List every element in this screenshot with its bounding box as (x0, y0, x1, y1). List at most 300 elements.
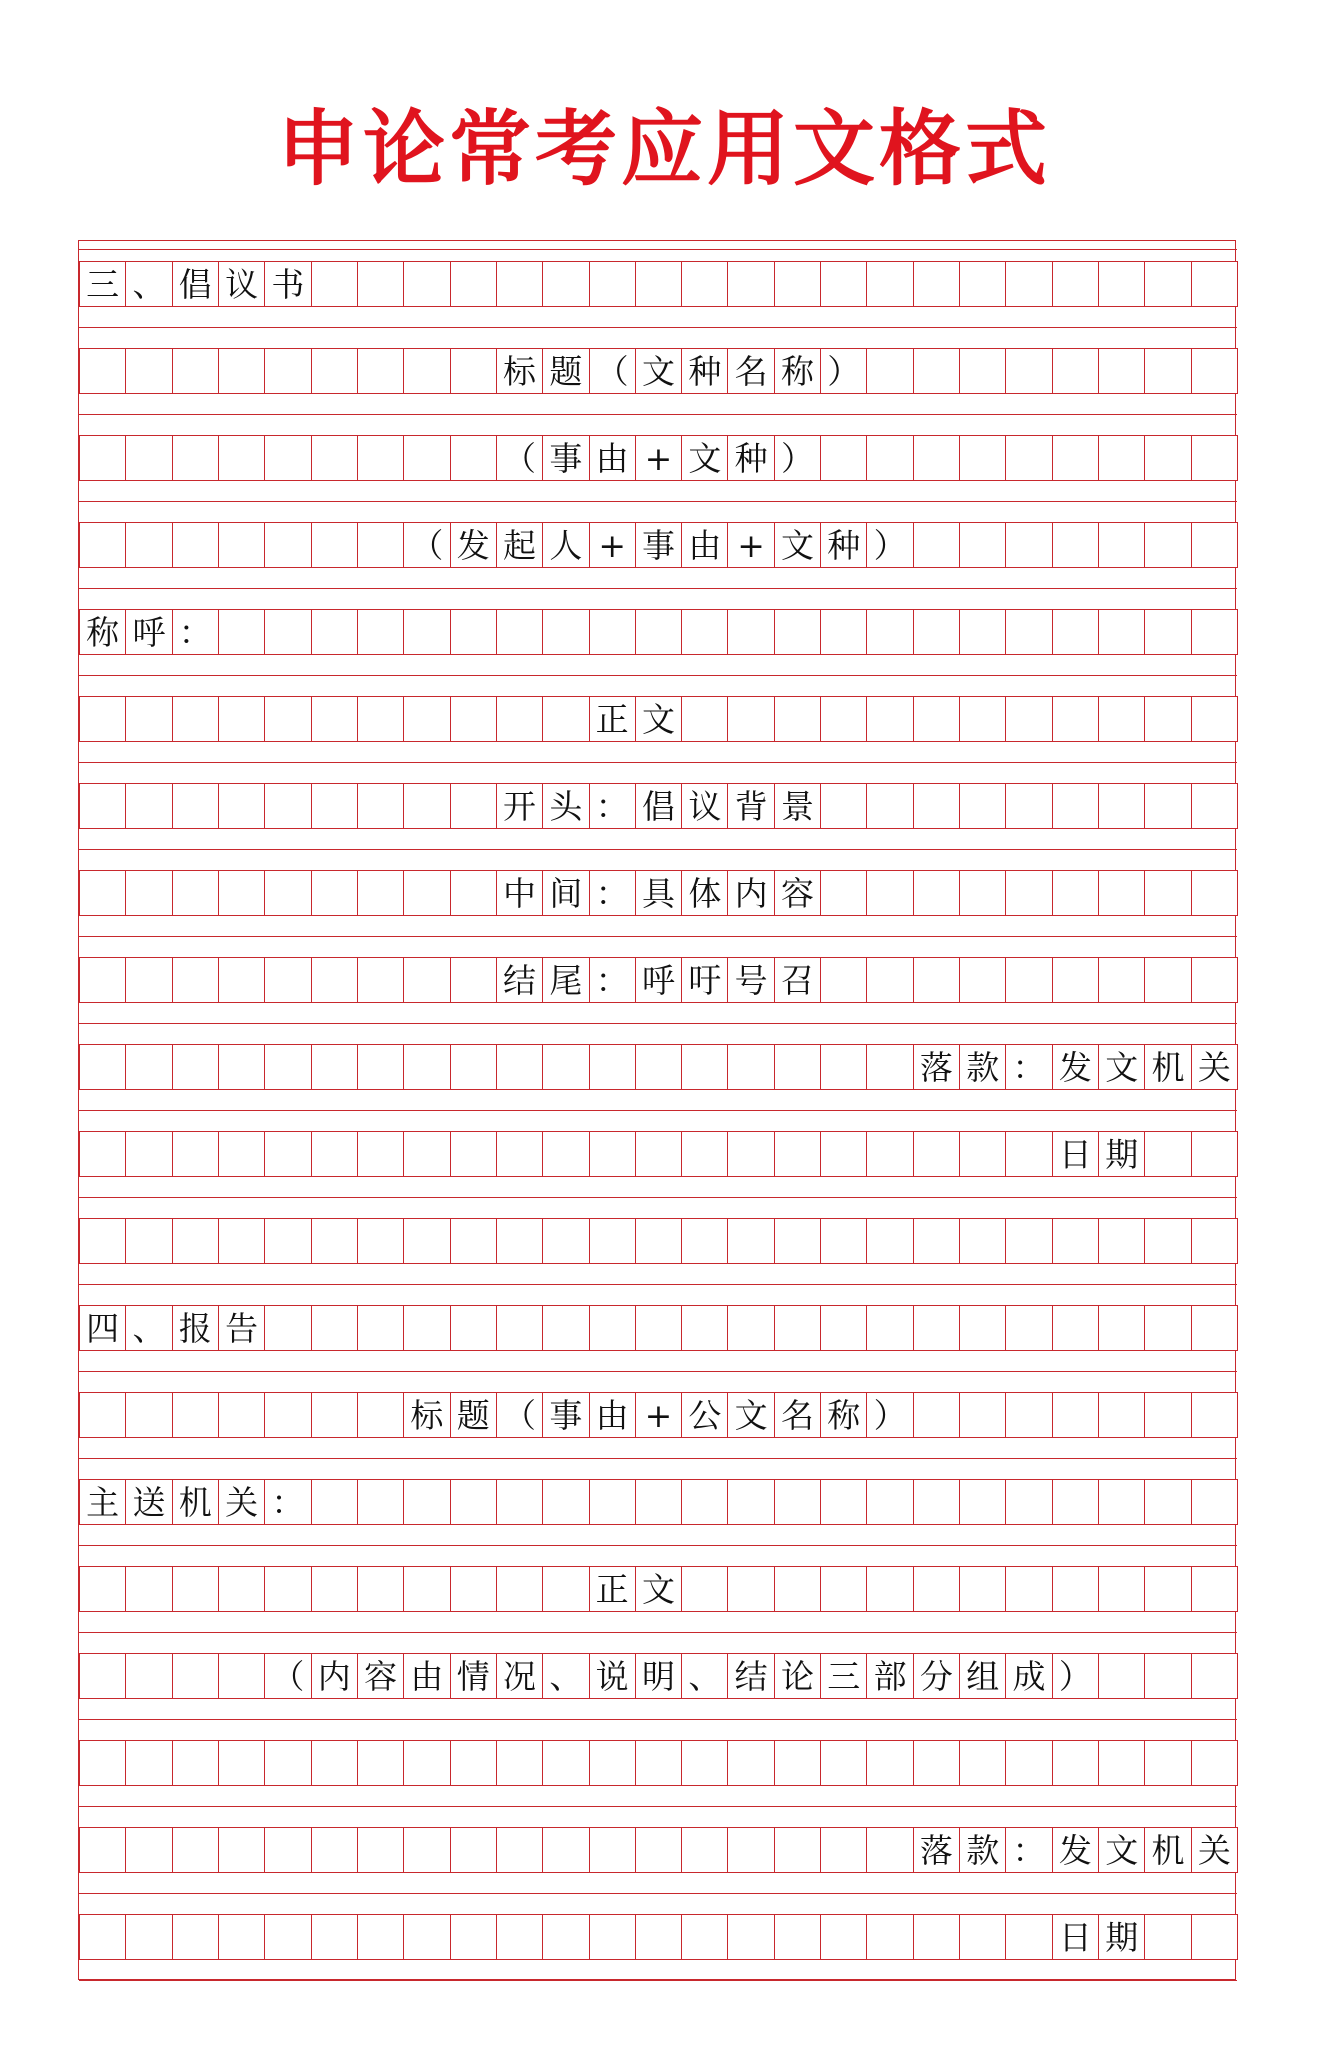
grid-cell (403, 1479, 450, 1525)
grid-cell (681, 1044, 728, 1090)
grid-cell (1191, 1566, 1238, 1612)
grid-cell (218, 1827, 265, 1873)
grid-cell: ： (264, 1479, 311, 1525)
grid-cell: 文 (681, 435, 728, 481)
grid-cell: 关 (1191, 1827, 1238, 1873)
grid-cell: ） (866, 1392, 913, 1438)
grid-cell: 机 (1144, 1827, 1191, 1873)
grid-cell: 名 (727, 348, 774, 394)
grid-cell: 告 (218, 1305, 265, 1351)
grid-cell (1052, 348, 1099, 394)
grid-cell (218, 1566, 265, 1612)
grid-cell: + (727, 522, 774, 568)
grid-cell (125, 1827, 172, 1873)
grid-row (79, 1740, 1237, 1786)
grid-cell (496, 1914, 543, 1960)
grid-cell (218, 1653, 265, 1699)
grid-cell (1098, 870, 1145, 916)
grid-cell: 发 (450, 522, 497, 568)
grid-cell (172, 1131, 219, 1177)
grid-cell (79, 522, 126, 568)
grid-cell (311, 783, 358, 829)
grid-cell: 内 (311, 1653, 358, 1699)
grid-row (79, 1044, 1237, 1090)
grid-cell (450, 261, 497, 307)
grid-cell: 况 (496, 1653, 543, 1699)
grid-cell (125, 1566, 172, 1612)
grid-cell (681, 1827, 728, 1873)
grid-cell (1144, 522, 1191, 568)
grid-cell: + (635, 435, 682, 481)
grid-cell (1005, 348, 1052, 394)
grid-cell (959, 435, 1006, 481)
grid-cell (218, 957, 265, 1003)
grid-cell (264, 1827, 311, 1873)
grid-cell (1098, 783, 1145, 829)
grid-cell (542, 1740, 589, 1786)
grid-cell: 事 (635, 522, 682, 568)
grid-cell (311, 1305, 358, 1351)
grid-cell (866, 1131, 913, 1177)
grid-cell (959, 783, 1006, 829)
grid-cell (959, 1305, 1006, 1351)
grid-cell (589, 1479, 636, 1525)
grid-cell (264, 348, 311, 394)
grid-cell (496, 1044, 543, 1090)
grid-cell: ： (1005, 1827, 1052, 1873)
grid-cell: 召 (774, 957, 821, 1003)
grid-cell (357, 1566, 404, 1612)
grid-cell: 款 (959, 1827, 1006, 1873)
grid-cell (820, 1218, 867, 1264)
grid-cell (1191, 1914, 1238, 1960)
grid-cell (542, 696, 589, 742)
grid-cell (820, 609, 867, 655)
grid-cell: 明 (635, 1653, 682, 1699)
grid-cell (496, 609, 543, 655)
grid-cell (218, 1044, 265, 1090)
grid-cell: 款 (959, 1044, 1006, 1090)
grid-cell (311, 1827, 358, 1873)
grid-cell: 种 (820, 522, 867, 568)
grid-cell: 正 (589, 1566, 636, 1612)
grid-cell: 标 (496, 348, 543, 394)
grid-cell (820, 435, 867, 481)
grid-cell: 部 (866, 1653, 913, 1699)
grid-cell (311, 435, 358, 481)
grid-cell (1052, 522, 1099, 568)
grid-cell (542, 1566, 589, 1612)
grid-cell (172, 435, 219, 481)
grid-cell (125, 1392, 172, 1438)
grid-cell: 日 (1052, 1914, 1099, 1960)
grid-cell (1005, 1566, 1052, 1612)
grid-cell (357, 1740, 404, 1786)
grid-cell (172, 522, 219, 568)
grid-cell (450, 1479, 497, 1525)
grid-cell (1144, 1914, 1191, 1960)
grid-cell (959, 1566, 1006, 1612)
grid-cell (357, 348, 404, 394)
grid-cell (450, 783, 497, 829)
grid-cell (1005, 1305, 1052, 1351)
grid-cell: 发 (1052, 1044, 1099, 1090)
grid-cell (357, 870, 404, 916)
grid-cell (1144, 870, 1191, 916)
grid-cell (1191, 609, 1238, 655)
grid-cell: 关 (1191, 1044, 1238, 1090)
grid-cell: 间 (542, 870, 589, 916)
grid-cell (79, 1218, 126, 1264)
grid-cell (79, 957, 126, 1003)
grid-cell (264, 1740, 311, 1786)
grid-cell: 容 (774, 870, 821, 916)
grid-cell (681, 1131, 728, 1177)
grid-cell: 主 (79, 1479, 126, 1525)
grid-cell (357, 1218, 404, 1264)
grid-row (79, 1131, 1237, 1177)
grid-cell (866, 783, 913, 829)
grid-cell (913, 1131, 960, 1177)
grid-cell (959, 1914, 1006, 1960)
grid-cell: 由 (589, 1392, 636, 1438)
grid-cell: 公 (681, 1392, 728, 1438)
grid-cell (79, 1044, 126, 1090)
grid-cell (357, 1827, 404, 1873)
grid-cell (959, 261, 1006, 307)
grid-cell (218, 1914, 265, 1960)
grid-cell: （ (264, 1653, 311, 1699)
grid-cell: 期 (1098, 1914, 1145, 1960)
grid-cell (820, 1914, 867, 1960)
grid-cell (774, 609, 821, 655)
grid-cell (450, 1305, 497, 1351)
grid-cell (866, 870, 913, 916)
grid-cell (1144, 1305, 1191, 1351)
grid-cell (1144, 1740, 1191, 1786)
grid-cell (635, 1218, 682, 1264)
grid-row (79, 1827, 1237, 1873)
grid-cell (218, 609, 265, 655)
grid-cell (635, 1479, 682, 1525)
grid-cell (357, 1392, 404, 1438)
grid-cell (820, 1479, 867, 1525)
grid-cell (357, 1914, 404, 1960)
grid-cell (820, 783, 867, 829)
grid-cell (357, 696, 404, 742)
grid-cell (774, 696, 821, 742)
grid-cell (774, 1131, 821, 1177)
grid-cell (866, 1218, 913, 1264)
grid-cell (218, 1740, 265, 1786)
grid-cell (542, 1914, 589, 1960)
grid-cell (913, 957, 960, 1003)
grid-cell (357, 609, 404, 655)
grid-cell: 说 (589, 1653, 636, 1699)
grid-cell (79, 435, 126, 481)
grid-cell (218, 522, 265, 568)
grid-cell: 机 (172, 1479, 219, 1525)
grid-cell (1098, 957, 1145, 1003)
grid-cell: 种 (681, 348, 728, 394)
grid-cell (1098, 1218, 1145, 1264)
grid-cell (172, 1653, 219, 1699)
grid-cell (1098, 1653, 1145, 1699)
grid-row (79, 1392, 1237, 1438)
grid-cell (403, 1914, 450, 1960)
grid-gap-line (79, 1371, 1237, 1372)
grid-cell (681, 261, 728, 307)
grid-gap-line (79, 936, 1237, 937)
grid-cell (913, 1566, 960, 1612)
grid-row (79, 1653, 1237, 1699)
grid-cell: （ (496, 1392, 543, 1438)
grid-cell (681, 1914, 728, 1960)
grid-gap-line (79, 1545, 1237, 1546)
grid-cell (1098, 696, 1145, 742)
grid-cell (681, 1218, 728, 1264)
grid-cell (403, 609, 450, 655)
grid-cell (681, 1305, 728, 1351)
grid-cell (1005, 522, 1052, 568)
grid-cell (681, 696, 728, 742)
grid-cell (866, 957, 913, 1003)
grid-cell: （ (403, 522, 450, 568)
grid-cell (542, 1305, 589, 1351)
grid-cell (1098, 1392, 1145, 1438)
writing-grid (78, 240, 1236, 1980)
grid-cell: 文 (635, 1566, 682, 1612)
grid-cell (450, 1827, 497, 1873)
grid-cell (866, 696, 913, 742)
grid-cell (311, 348, 358, 394)
grid-cell (1005, 870, 1052, 916)
grid-cell (450, 348, 497, 394)
grid-row (79, 609, 1237, 655)
grid-cell (820, 1827, 867, 1873)
grid-cell (1144, 1131, 1191, 1177)
grid-row (79, 1479, 1237, 1525)
grid-cell (311, 261, 358, 307)
grid-cell (496, 1131, 543, 1177)
grid-cell (403, 1740, 450, 1786)
grid-row (79, 1218, 1237, 1264)
grid-cell (1191, 522, 1238, 568)
grid-cell (1005, 609, 1052, 655)
grid-cell (1191, 957, 1238, 1003)
grid-cell (727, 1566, 774, 1612)
grid-cell (79, 1392, 126, 1438)
grid-cell (913, 435, 960, 481)
grid-cell (681, 1479, 728, 1525)
grid-cell (264, 1305, 311, 1351)
grid-cell (913, 1914, 960, 1960)
grid-cell (820, 957, 867, 1003)
grid-cell (357, 1305, 404, 1351)
grid-cell (450, 1131, 497, 1177)
grid-cell (635, 1740, 682, 1786)
grid-cell: 事 (542, 1392, 589, 1438)
grid-cell (1098, 522, 1145, 568)
grid-cell (820, 1305, 867, 1351)
grid-cell (403, 1827, 450, 1873)
grid-cell (635, 609, 682, 655)
grid-cell (1191, 1653, 1238, 1699)
grid-cell (357, 522, 404, 568)
grid-cell: 正 (589, 696, 636, 742)
grid-cell: ） (820, 348, 867, 394)
grid-cell (496, 261, 543, 307)
grid-cell (1191, 1305, 1238, 1351)
grid-cell (264, 1218, 311, 1264)
grid-cell: 文 (774, 522, 821, 568)
grid-cell (357, 1479, 404, 1525)
grid-cell (79, 870, 126, 916)
grid-cell (79, 696, 126, 742)
grid-cell (1144, 1392, 1191, 1438)
grid-cell: 题 (450, 1392, 497, 1438)
grid-cell (311, 1740, 358, 1786)
grid-row (79, 696, 1237, 742)
grid-cell (959, 1392, 1006, 1438)
grid-cell (450, 1218, 497, 1264)
grid-gap-line (79, 1632, 1237, 1633)
grid-cell (589, 1827, 636, 1873)
grid-cell (1005, 696, 1052, 742)
grid-cell (774, 261, 821, 307)
grid-cell (727, 1914, 774, 1960)
grid-cell: ： (589, 957, 636, 1003)
grid-cell (774, 1479, 821, 1525)
grid-cell: 中 (496, 870, 543, 916)
grid-cell: 种 (727, 435, 774, 481)
grid-gap-line (79, 327, 1237, 328)
grid-cell: 结 (727, 1653, 774, 1699)
grid-cell (866, 1740, 913, 1786)
grid-cell (681, 609, 728, 655)
grid-cell (1052, 696, 1099, 742)
grid-cell (264, 609, 311, 655)
grid-cell: 具 (635, 870, 682, 916)
grid-cell (866, 609, 913, 655)
grid-cell (1052, 609, 1099, 655)
grid-cell: 文 (1098, 1044, 1145, 1090)
grid-gap-line (79, 762, 1237, 763)
grid-cell (403, 1305, 450, 1351)
grid-cell (1191, 1218, 1238, 1264)
grid-cell (264, 522, 311, 568)
grid-cell (774, 1914, 821, 1960)
grid-cell (311, 1044, 358, 1090)
grid-cell (172, 696, 219, 742)
grid-cell (403, 1566, 450, 1612)
grid-row (79, 522, 1237, 568)
grid-cell (774, 1740, 821, 1786)
grid-cell (172, 1827, 219, 1873)
grid-cell (1191, 435, 1238, 481)
grid-cell (218, 696, 265, 742)
grid-cell (589, 1740, 636, 1786)
grid-cell (1005, 1479, 1052, 1525)
grid-cell (1052, 1740, 1099, 1786)
grid-cell: （ (589, 348, 636, 394)
grid-gap-line (79, 1719, 1237, 1720)
grid-cell (866, 1305, 913, 1351)
grid-cell (79, 348, 126, 394)
grid-row (79, 348, 1237, 394)
grid-row (79, 1305, 1237, 1351)
grid-cell (450, 696, 497, 742)
grid-cell (1144, 1566, 1191, 1612)
grid-cell (866, 1566, 913, 1612)
grid-cell: 期 (1098, 1131, 1145, 1177)
grid-cell (1191, 870, 1238, 916)
grid-cell (1191, 1740, 1238, 1786)
grid-cell (913, 783, 960, 829)
grid-cell (1052, 435, 1099, 481)
grid-cell: 由 (589, 435, 636, 481)
grid-cell (450, 1740, 497, 1786)
grid-cell: 、 (125, 1305, 172, 1351)
grid-cell: 情 (450, 1653, 497, 1699)
grid-cell: 机 (1144, 1044, 1191, 1090)
grid-cell (357, 435, 404, 481)
grid-cell (125, 348, 172, 394)
grid-cell: 关 (218, 1479, 265, 1525)
grid-cell (172, 957, 219, 1003)
grid-cell (1052, 261, 1099, 307)
grid-cell (1144, 696, 1191, 742)
grid-cell (79, 1653, 126, 1699)
grid-gap-line (79, 1284, 1237, 1285)
grid-cell (913, 348, 960, 394)
grid-cell (172, 1044, 219, 1090)
grid-cell: 送 (125, 1479, 172, 1525)
grid-cell (403, 261, 450, 307)
grid-cell (403, 783, 450, 829)
grid-cell (450, 435, 497, 481)
grid-cell: 成 (1005, 1653, 1052, 1699)
grid-cell (450, 1914, 497, 1960)
grid-cell (79, 783, 126, 829)
grid-cell (264, 957, 311, 1003)
grid-row (79, 1914, 1237, 1960)
grid-cell: 尾 (542, 957, 589, 1003)
grid-cell (727, 1740, 774, 1786)
grid-cell (913, 1740, 960, 1786)
grid-gap-line (79, 414, 1237, 415)
grid-cell: 由 (403, 1653, 450, 1699)
grid-cell (403, 696, 450, 742)
grid-cell (1005, 261, 1052, 307)
grid-cell (959, 1740, 1006, 1786)
grid-cell (450, 1566, 497, 1612)
grid-cell (496, 1305, 543, 1351)
grid-cell (1144, 783, 1191, 829)
grid-cell: 内 (727, 870, 774, 916)
grid-cell (311, 522, 358, 568)
grid-cell (959, 1479, 1006, 1525)
grid-cell (820, 261, 867, 307)
grid-cell (79, 1566, 126, 1612)
grid-cell (866, 1479, 913, 1525)
grid-cell (774, 1566, 821, 1612)
grid-cell (357, 1131, 404, 1177)
grid-cell: 呼 (635, 957, 682, 1003)
grid-cell (1005, 783, 1052, 829)
grid-cell (727, 1131, 774, 1177)
grid-cell: 三 (820, 1653, 867, 1699)
